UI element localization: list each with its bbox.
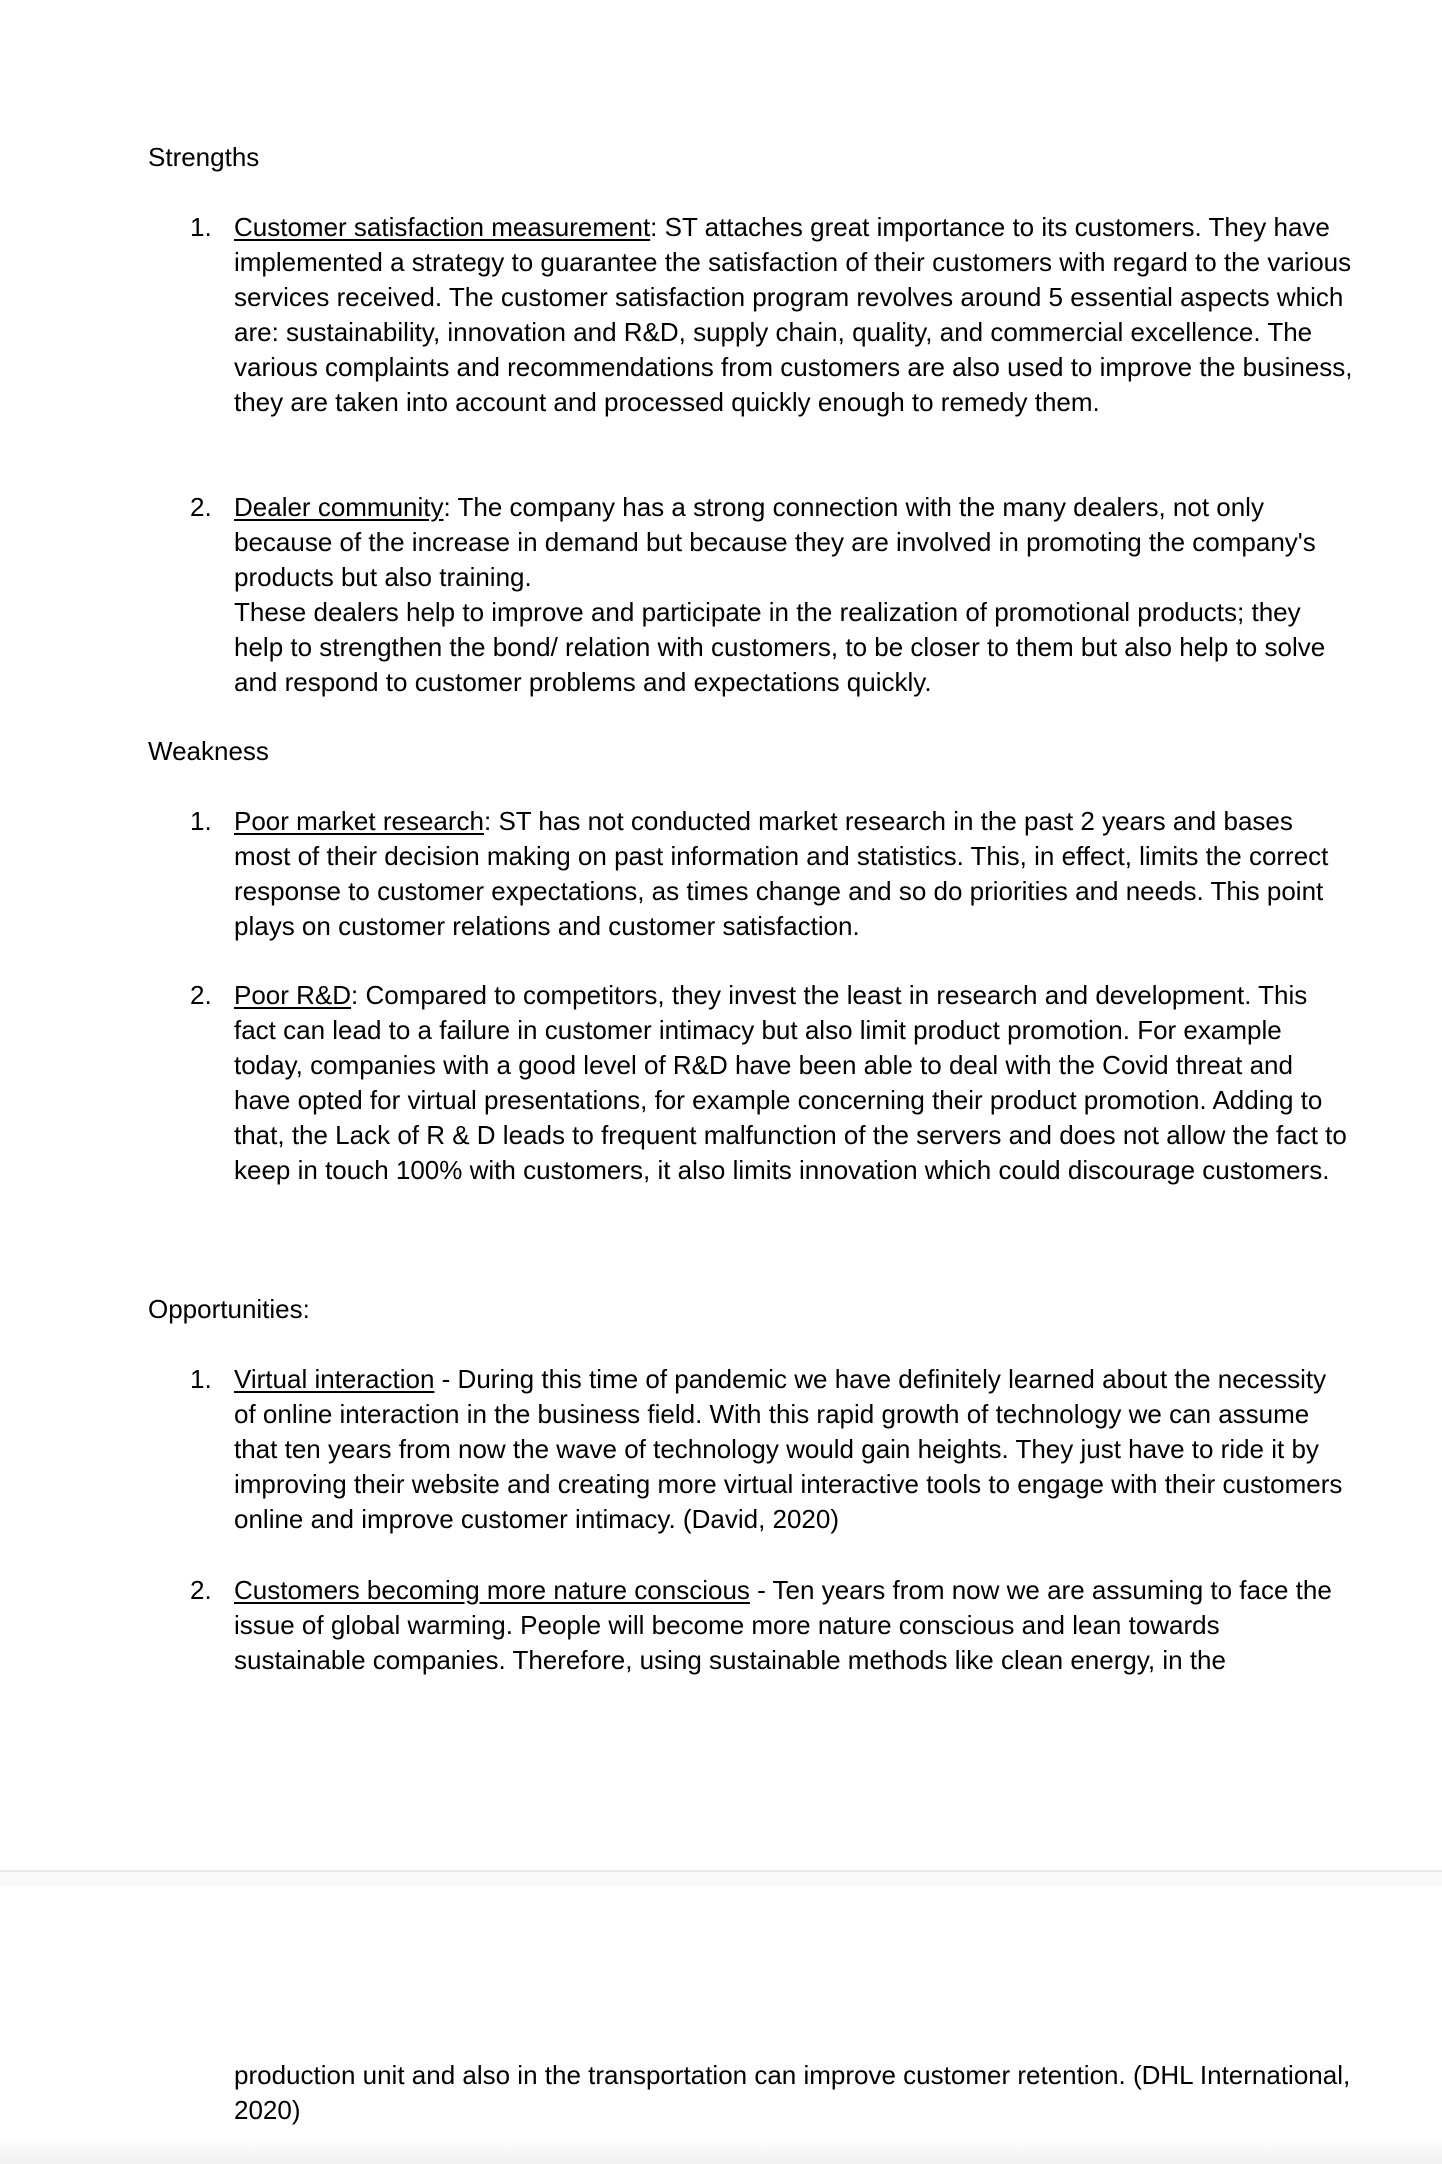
section-heading-opportunities: Opportunities: (148, 1294, 310, 1324)
underlined-term: Poor R&D (234, 980, 352, 1010)
list-item-text (234, 804, 1354, 944)
list-item-text (234, 490, 1354, 700)
paragraph: These dealers help to improve and participate in the realization of promotional products; they help to strengthen the bond/ relation with customers, to be closer to them but also help to solve and respond to customer problems and expectations quickly. (234, 597, 1326, 697)
underlined-term: Customers becoming more nature conscious (234, 1575, 750, 1605)
paragraph (234, 1362, 1354, 1537)
paragraph (234, 1573, 1354, 1678)
paragraph-text: Compared to competitors, they invest the least in research and development. This fact can lead to a failure in customer intimacy but also limit product promotion. For example today, companies with a good level of R&D have been able to deal with the Covid threat and have opted for virtual presentations, for example concerning their product promotion. Adding to that, the Lack of R & D leads to frequent malfunction of the servers and does not allow the fact to keep in touch 100% with customers, it also limits innovation which could discourage customers. (234, 980, 1347, 1185)
paragraph (234, 804, 1354, 944)
list-number: 2. (190, 1575, 212, 1605)
list-item-text (234, 1362, 1354, 1537)
term-separator: : (351, 980, 359, 1010)
term-separator: : (650, 212, 658, 242)
list-number: 1. (190, 1364, 212, 1394)
list-number: 1. (190, 806, 212, 836)
paragraph-text: ST attaches great importance to its customers. They have implemented a strategy to guarantee the satisfaction of their customers with regard to the various services received. The customer satisfaction program revolves around 5 essential aspects which are: sustainability, innovation and R&D, supply chain, quality, and commercial excellence. The various complaints and recommendations from customers are also used to improve the business, they are taken into account and processed quickly enough to remedy them. (234, 212, 1353, 417)
paragraph (234, 978, 1354, 1188)
paragraph-text: ST has not conducted market research in the past 2 years and bases most of their decision making on past information and statistics. This, in effect, limits the correct response to customer expectations, as times change and so do priorities and needs. This point plays on customer relations and customer satisfaction. (234, 806, 1329, 941)
bottom-scroll-shade (0, 2136, 1442, 2164)
paragraph (234, 210, 1354, 420)
term-separator: - (749, 1575, 766, 1605)
underlined-term: Virtual interaction (234, 1364, 435, 1394)
term-separator: : (483, 806, 492, 836)
paragraph (234, 490, 1354, 595)
continuation-text: production unit and also in the transportation can improve customer retention. (DHL International, 2020) (234, 2060, 1351, 2125)
page-break (0, 1870, 1442, 1886)
list-number: 2. (190, 980, 212, 1010)
paragraph-text: Ten years from now we are assuming to face the issue of global warming. People will become more nature conscious and lean towards sustainable companies. Therefore, using sustainable methods like clean energy, in the (234, 1575, 1332, 1675)
section-heading-weakness: Weakness (148, 736, 269, 766)
list-number: 2. (190, 492, 212, 522)
list-item-text (234, 978, 1354, 1188)
term-separator: - (434, 1364, 451, 1394)
list-number: 1. (190, 212, 212, 242)
list-item-text (234, 1573, 1354, 1678)
paragraph-text: During this time of pandemic we have definitely learned about the necessity of online interaction in the business field. With this rapid growth of technology we can assume that ten years from now the wave of technology would gain heights. They just have to ride it by improving their website and creating more virtual interactive tools to engage with their customers online and improve customer intimacy. (David, 2020) (234, 1364, 1343, 1534)
underlined-term: Poor market research (234, 806, 484, 836)
term-separator: : (443, 492, 451, 522)
document-page-2 (0, 1886, 1442, 2164)
underlined-term: Dealer community (234, 492, 444, 522)
section-heading-strengths: Strengths (148, 142, 260, 172)
paragraph-text: The company has a strong connection with the many dealers, not only because of the increase in demand but because they are involved in promoting the company's products but also training. (234, 492, 1316, 592)
list-item-text (234, 210, 1354, 420)
underlined-term: Customer satisfaction measurement (234, 212, 651, 242)
